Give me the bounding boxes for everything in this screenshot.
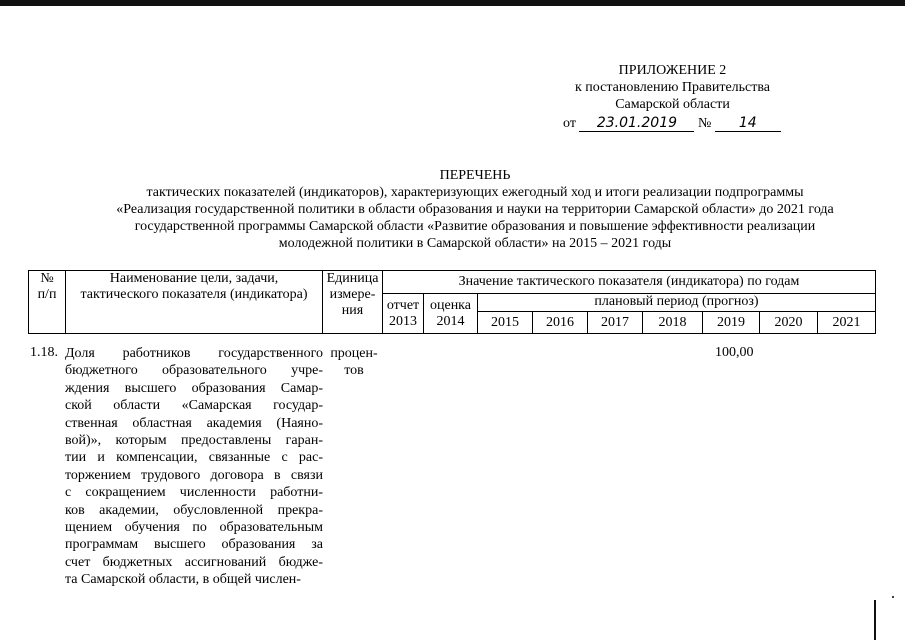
col-values-header: Значение тактического показателя (индикатора) по годам <box>383 271 876 294</box>
indicator-line: ственная областная академия (Наяно- <box>65 415 323 431</box>
col-number-header <box>29 271 66 334</box>
indicator-description <box>65 345 323 589</box>
col-unit-line-3: ния <box>341 303 364 318</box>
indicator-line: ждения высшего образования Самар- <box>65 380 323 396</box>
appendix-block <box>560 62 785 113</box>
year-2019: 2019 <box>703 312 760 334</box>
indicator-table-header <box>28 270 876 334</box>
order-date: 23.01.2019 <box>579 116 694 132</box>
col-unit-header <box>323 271 383 334</box>
col-report-header <box>383 294 424 334</box>
col-name-line-1: Наименование цели, задачи, <box>109 271 279 286</box>
document-title <box>40 167 905 252</box>
order-reference <box>563 116 793 132</box>
indicator-line: счет бюджетных ассигнований бюдже- <box>65 554 323 570</box>
year-2021: 2021 <box>818 312 876 334</box>
indicator-line: та Самарской области, в общей числен- <box>65 572 301 588</box>
year-2020: 2020 <box>760 312 818 334</box>
indicator-line: щением обучения по образовательным <box>65 520 323 536</box>
year-2015: 2015 <box>478 312 533 334</box>
order-number: 14 <box>715 116 781 132</box>
year-2018: 2018 <box>643 312 703 334</box>
year-2017: 2017 <box>588 312 643 334</box>
col-report-year: 2013 <box>389 313 417 329</box>
scan-edge <box>874 600 876 640</box>
col-number-line-1: № <box>40 271 54 286</box>
indicator-line: вой)», которым предоставлены гаран- <box>65 433 323 449</box>
subtitle-line-3: государственной программы Самарской области «Развитие образования и повышение эффективности реализации <box>134 219 816 234</box>
col-estimate-label: оценка <box>429 297 471 313</box>
appendix-line-1: к постановлению Правительства <box>574 80 771 95</box>
row-number: 1.18. <box>30 345 58 360</box>
number-label: № <box>697 116 712 131</box>
document-heading: ПЕРЕЧЕНЬ <box>439 168 511 183</box>
indicator-line: ской области «Самарская государ- <box>65 398 323 414</box>
year-2016: 2016 <box>533 312 588 334</box>
indicator-line: бюджетного образовательного учре- <box>65 363 323 379</box>
indicator-line: ков академии, обусловленной прекра- <box>65 502 323 518</box>
col-number-line-2: п/п <box>37 287 57 302</box>
col-plan-header: плановый период (прогноз) <box>478 294 876 312</box>
appendix-line-2: Самарской области <box>615 97 730 112</box>
col-estimate-year: 2014 <box>436 313 465 329</box>
subtitle-line-2: «Реализация государственной политики в области образования и науки на территории Самарской области» до 2021 года <box>116 202 834 217</box>
col-unit-line-2: измере- <box>329 287 376 302</box>
top-border <box>0 0 905 6</box>
scan-speck <box>892 596 894 598</box>
indicator-line: тии и компенсации, связанные с рас- <box>65 450 323 466</box>
indicator-line: с сокращением численности работни- <box>65 485 323 501</box>
appendix-title: ПРИЛОЖЕНИЕ 2 <box>618 63 727 78</box>
col-unit-line-1: Единица <box>326 271 379 286</box>
indicator-line: Доля работников государственного <box>65 346 323 361</box>
col-name-line-2: тактического показателя (индикатора) <box>80 287 308 302</box>
indicator-line: торжением трудового договора в связи <box>65 467 323 483</box>
from-label: от <box>563 116 576 131</box>
row-unit <box>325 345 383 379</box>
col-name-header <box>66 271 323 334</box>
subtitle-line-1: тактических показателей (индикаторов), характеризующих ежегодный ход и итоги реализации подпрограммы <box>146 185 804 200</box>
row-unit-line-1: процен- <box>330 346 378 361</box>
row-unit-line-2: тов <box>344 363 364 378</box>
col-report-label: отчет <box>386 297 420 313</box>
subtitle-line-4: молодежной политики в Самарской области» на 2015 – 2021 годы <box>278 236 672 251</box>
indicator-line: программам высшего образования за <box>65 537 323 553</box>
col-estimate-header <box>424 294 478 334</box>
row-value-2019: 100,00 <box>715 345 754 360</box>
